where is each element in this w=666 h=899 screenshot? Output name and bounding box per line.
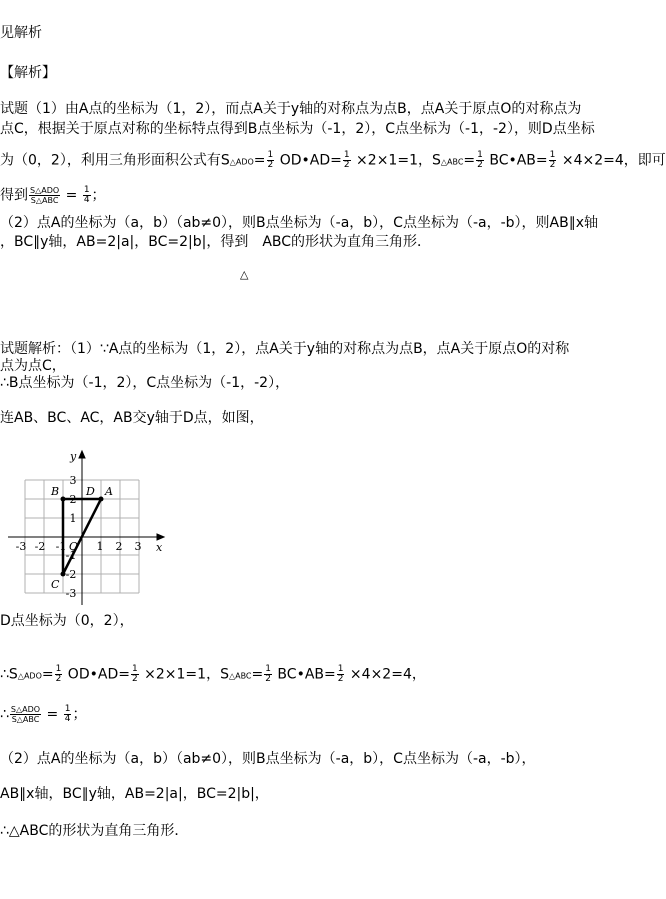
denominator: 2 — [265, 674, 271, 684]
numerator: S△ADO — [30, 186, 60, 195]
y-tick-label: -2 — [65, 568, 77, 581]
x-axis-label: x — [156, 541, 163, 554]
denominator: S△ABC — [30, 196, 59, 205]
denominator: 2 — [343, 160, 350, 170]
text-segment: ×2×1=1，S — [139, 666, 229, 683]
equals-sign: = — [42, 706, 63, 723]
solution-line-1: 试题解析：（1）∵A点的坐标为（1，2），点A关于y轴的对称点为点B，点A关于原点O的对称 — [0, 341, 570, 357]
text-segment: BC•AB= — [272, 666, 336, 683]
subscript: △ADO — [229, 157, 254, 167]
analysis-line-3 — [0, 151, 666, 172]
solution-line-2: 点为点C， — [0, 358, 66, 374]
text-segment: 得到 — [0, 187, 28, 204]
fraction-quarter — [83, 186, 91, 205]
y-axis-label: y — [70, 450, 77, 463]
analysis-title: 【解析】 — [0, 65, 56, 81]
text-segment: ×4×2=4，即可 — [557, 152, 666, 169]
text-segment: ×4×2=4， — [345, 666, 426, 683]
point-label-d: D — [86, 485, 95, 498]
fraction-half — [267, 151, 275, 170]
subscript: △ABC — [228, 671, 252, 681]
equals-sign: = — [251, 666, 264, 683]
text-segment: 为（0，2），利用三角形面积公式有S — [0, 152, 230, 169]
solution-line-10: ∴△ABC的形状为直角三角形． — [0, 823, 189, 839]
denominator: 2 — [549, 160, 556, 170]
denominator: 2 — [267, 160, 274, 170]
subscript: △ABC — [440, 157, 464, 167]
numerator: 1 — [267, 150, 274, 160]
denominator: 2 — [55, 674, 62, 684]
analysis-line-5: （2）点A的坐标为（a，b）（ab≠0），则B点坐标为（-a，b），C点坐标为（-a，-b），则AB∥x轴 — [0, 215, 598, 231]
equals-sign: = — [253, 152, 266, 169]
solution-line-3: ∴B点坐标为（-1，2），C点坐标为（-1，-2）， — [0, 375, 290, 391]
y-tick-label: -3 — [65, 587, 77, 600]
numerator: 1 — [131, 664, 138, 674]
point-label-c: C — [51, 578, 60, 591]
answer-header: 见解析 — [0, 25, 42, 41]
text-segment: ； — [72, 706, 87, 723]
x-tick-label: 1 — [96, 540, 104, 553]
text-segment: ×2×1=1，S — [351, 152, 441, 169]
analysis-line-4 — [0, 186, 106, 205]
equals-sign: = — [61, 187, 82, 204]
fraction-quarter — [64, 705, 72, 724]
fraction-half — [343, 151, 351, 170]
fraction-area-ratio — [29, 186, 60, 205]
y-tick-label: 1 — [69, 512, 77, 525]
numerator: 1 — [265, 664, 271, 674]
text-segment: ； — [91, 187, 106, 204]
text-segment: BC•AB= — [484, 152, 548, 169]
denominator: 2 — [131, 674, 138, 684]
y-tick-label: 3 — [69, 474, 77, 487]
triangle-symbol: △ — [240, 268, 249, 281]
numerator: 1 — [343, 150, 350, 160]
x-tick-label: -3 — [15, 540, 27, 553]
x-tick-label: -1 — [55, 540, 67, 553]
numerator: 1 — [477, 150, 483, 160]
y-tick-label: -1 — [65, 549, 77, 562]
fraction-half — [549, 151, 557, 170]
coordinate-figure — [0, 440, 180, 612]
analysis-line-1: 试题（1）由A点的坐标为（1，2），而点A关于y轴的对称点为点B，点A关于原点O的对称点为 — [0, 101, 582, 117]
fraction-half — [55, 665, 63, 684]
numerator: 1 — [55, 664, 62, 674]
equals-sign: = — [41, 666, 54, 683]
x-tick-label: 3 — [134, 540, 142, 553]
solution-line-6 — [0, 665, 426, 686]
numerator: 1 — [64, 704, 71, 714]
fraction-area-ratio — [10, 705, 41, 724]
solution-line-7 — [0, 705, 86, 724]
subscript: △ADO — [17, 671, 42, 681]
y-tick-label: 2 — [69, 493, 77, 506]
denominator: 4 — [83, 195, 90, 205]
point-label-b: B — [51, 485, 60, 498]
text-segment: ∴ — [0, 706, 9, 723]
solution-line-9: AB∥x轴，BC∥y轴，AB=2|a|，BC=2|b|， — [0, 786, 269, 802]
analysis-line-2: 点C，根据关于原点对称的坐标特点得到B点坐标为（-1，2），C点坐标为（-1，-2），则D点坐标 — [0, 121, 595, 137]
fraction-half — [264, 665, 272, 684]
text-segment: ∴S — [0, 666, 18, 683]
numerator: 1 — [549, 150, 556, 160]
solution-line-8: （2）点A的坐标为（a，b）（ab≠0），则B点坐标为（-a，b），C点坐标为（-a，-b）， — [0, 751, 536, 767]
text-segment: OD•AD= — [63, 666, 130, 683]
numerator: 1 — [337, 664, 344, 674]
denominator: 2 — [337, 674, 344, 684]
fraction-half — [337, 665, 345, 684]
fraction-half — [476, 151, 484, 170]
origin-label: O — [69, 540, 79, 553]
denominator: 4 — [64, 714, 71, 724]
equals-sign: = — [463, 152, 476, 169]
solution-line-4: 连AB、BC、AC，AB交y轴于D点，如图， — [0, 410, 264, 426]
denominator: S△ABC — [11, 715, 40, 724]
fraction-half — [131, 665, 139, 684]
text-segment: OD•AD= — [275, 152, 342, 169]
x-tick-label: 2 — [115, 540, 123, 553]
numerator: S△ADO — [10, 705, 41, 714]
x-tick-label: -2 — [34, 540, 46, 553]
solution-line-5: D点坐标为（0，2）， — [0, 613, 134, 629]
point-label-a: A — [105, 485, 113, 498]
numerator: 1 — [83, 185, 90, 195]
analysis-line-6: ，BC∥y轴，AB=2|a|，BC=2|b|，得到 ABC的形状为直角三角形． — [0, 234, 432, 250]
denominator: 2 — [477, 160, 483, 170]
